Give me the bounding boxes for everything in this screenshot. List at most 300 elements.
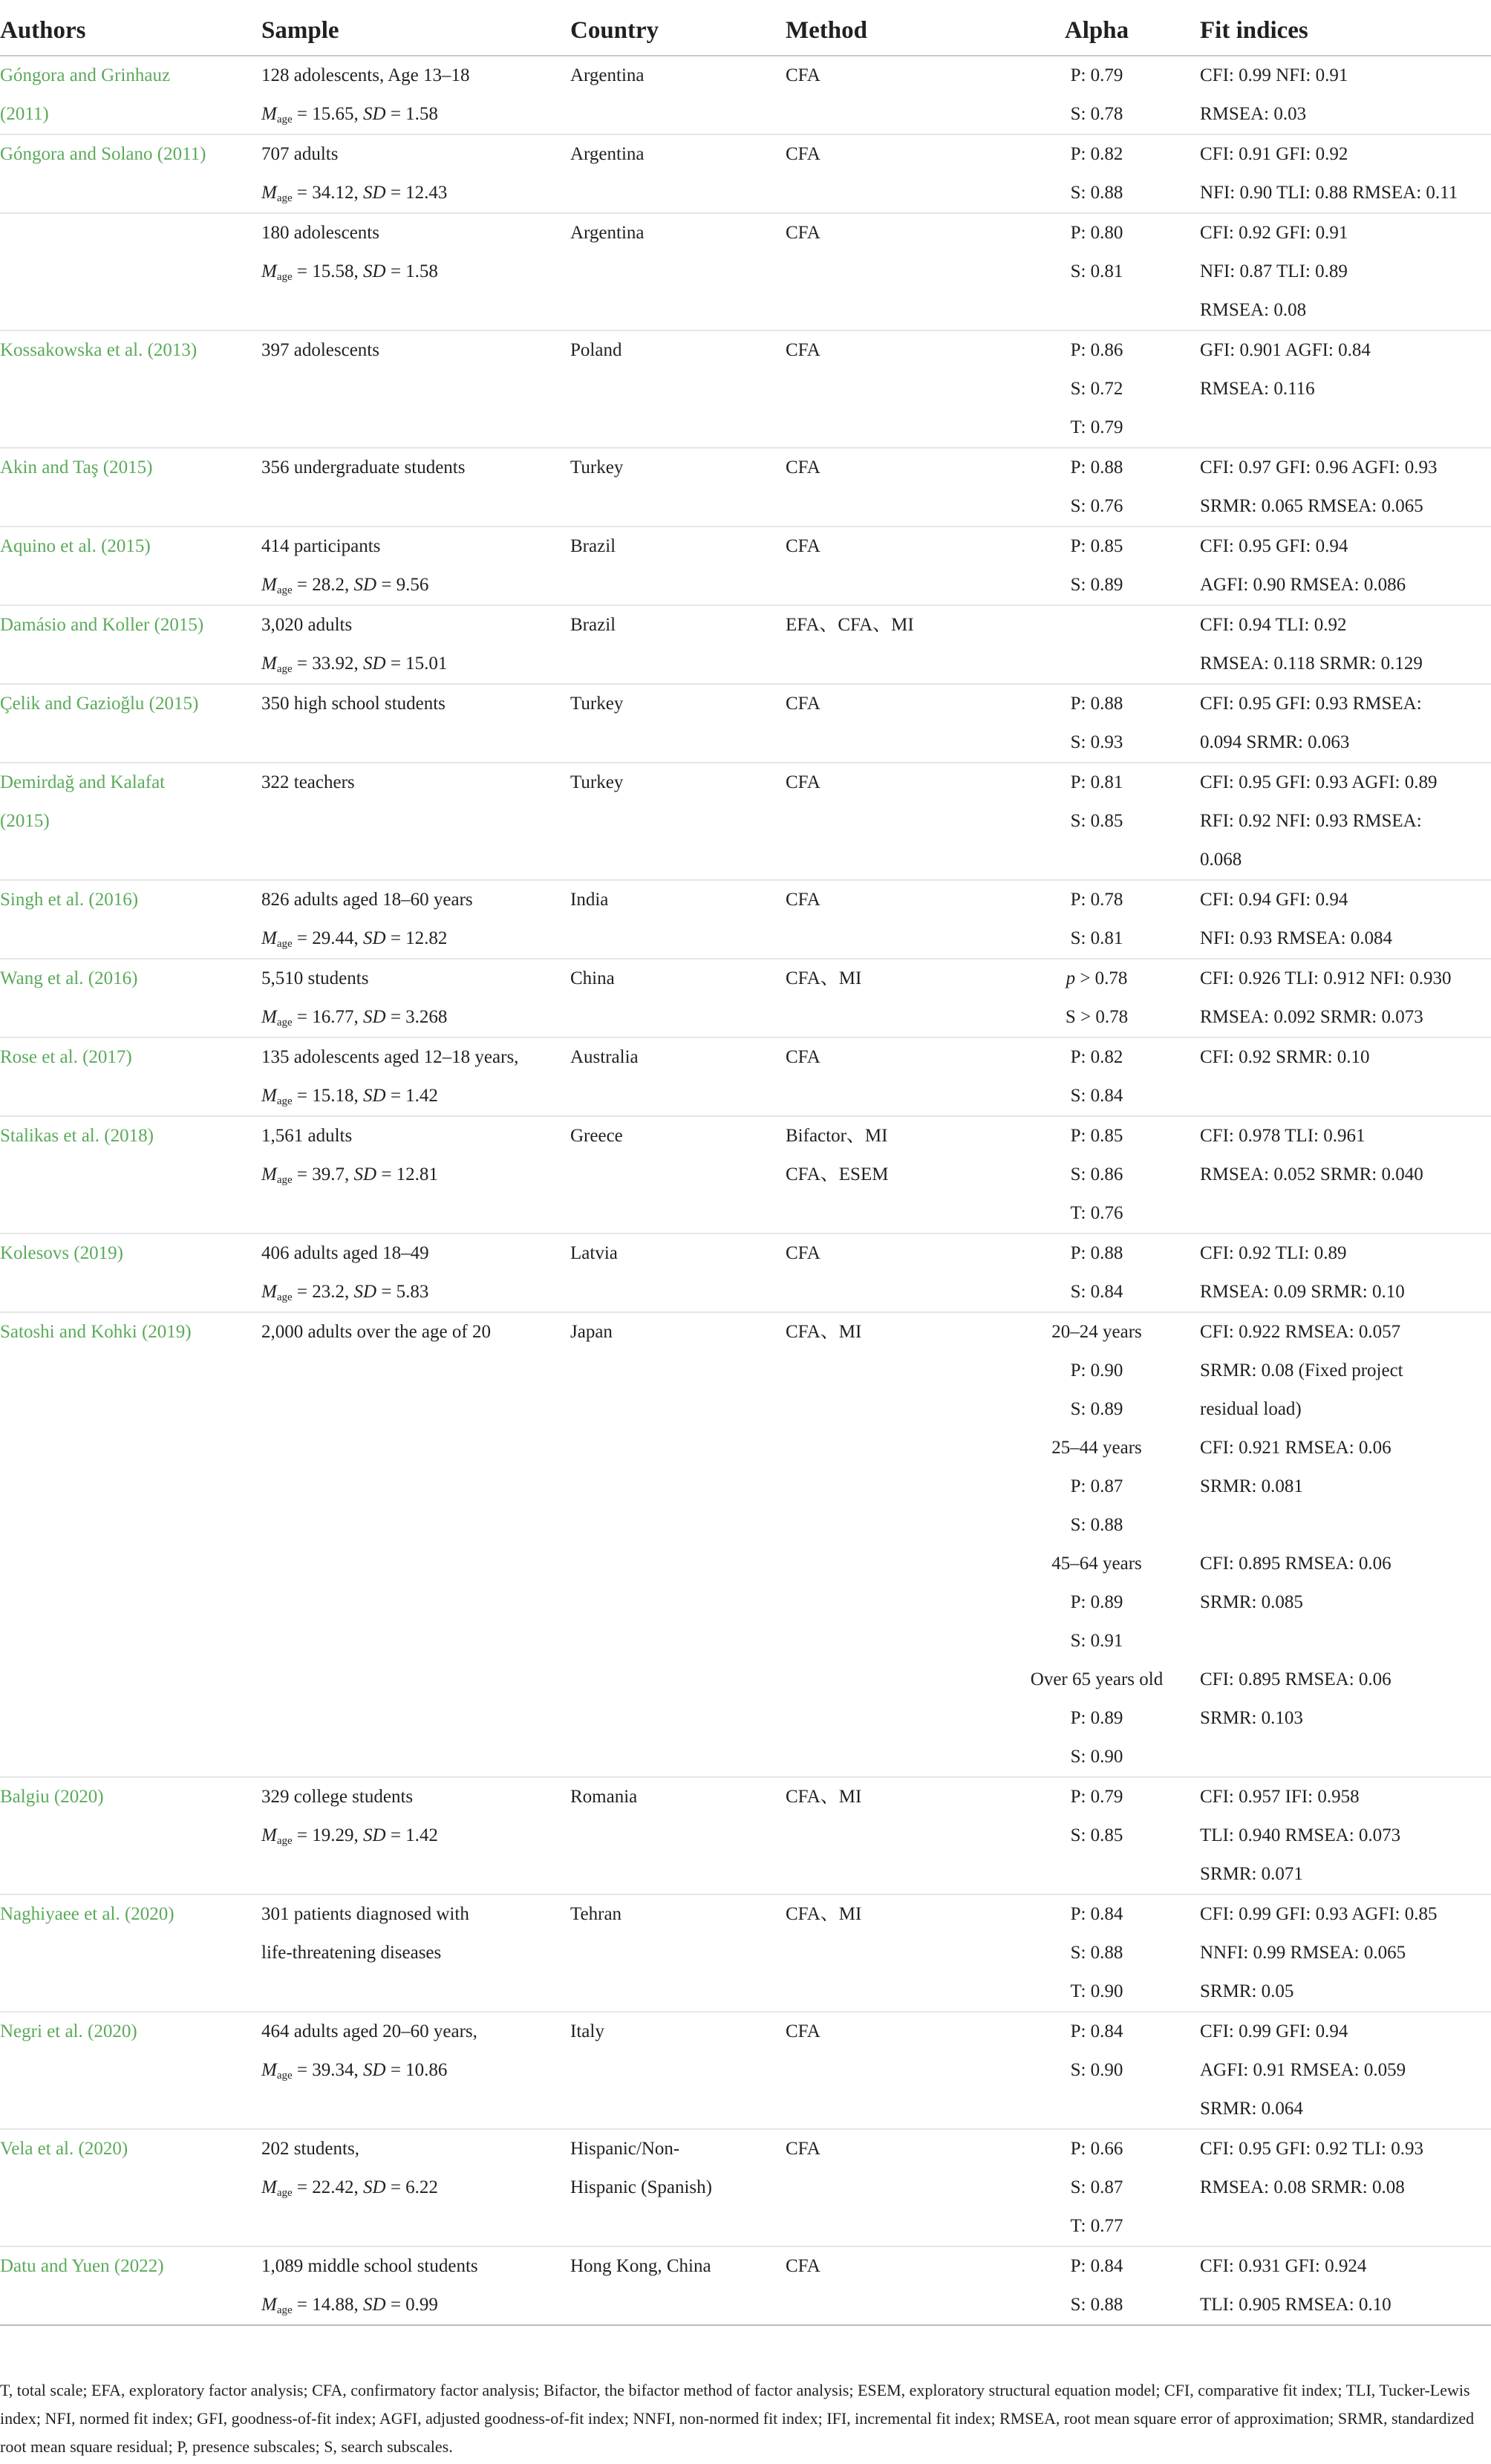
mean-age-subscript: age	[276, 1017, 293, 1029]
cell-line: SRMR: 0.05	[1200, 1981, 1294, 2001]
cell-line: Hispanic/Non-	[570, 2139, 680, 2159]
cell-line: Turkey	[570, 694, 624, 714]
cell-alpha	[994, 448, 1200, 527]
cell-alpha	[994, 605, 1200, 684]
mean-age-value: = 29.44,	[292, 928, 364, 948]
header-fit-indices: Fit indices	[1200, 6, 1491, 56]
mean-age-symbol: M	[261, 1086, 277, 1106]
cell-authors	[0, 448, 261, 527]
cell-line	[261, 1156, 570, 1194]
cell-line: P: 0.88	[1070, 1243, 1123, 1263]
cell-line: TLI: 0.905 RMSEA: 0.10	[1200, 2295, 1392, 2315]
cell-line: CFA	[786, 890, 820, 910]
cell-line: CFA	[786, 144, 820, 164]
cell-line	[261, 919, 570, 958]
cell-country	[570, 448, 786, 527]
cell-line: S: 0.89	[1070, 575, 1123, 595]
mean-age-subscript: age	[276, 1174, 293, 1186]
table-row	[0, 1894, 1491, 2012]
cell-line: 397 adolescents	[261, 340, 379, 360]
cell-alpha	[994, 1312, 1200, 1777]
cell-authors	[0, 1037, 261, 1116]
cell-country	[570, 527, 786, 605]
cell-line: T: 0.77	[1070, 2216, 1123, 2236]
cell-line: P: 0.82	[1070, 144, 1123, 164]
table-row	[0, 684, 1491, 763]
cell-line: Góngora and Grinhauz	[0, 65, 171, 85]
cell-line: 180 adolescents	[261, 223, 379, 243]
cell-sample	[261, 880, 570, 959]
cell-fit-indices	[1200, 880, 1491, 959]
header-authors: Authors	[0, 6, 261, 56]
cell-line: CFI: 0.895 RMSEA: 0.06	[1200, 1554, 1392, 1574]
cell-line: Brazil	[570, 536, 616, 556]
mean-age-symbol: M	[261, 2177, 277, 2197]
cell-line: CFA	[786, 2021, 820, 2041]
cell-method	[786, 1116, 994, 1233]
table-row	[0, 605, 1491, 684]
sd-value: = 12.82	[385, 928, 448, 948]
cell-line: S: 0.88	[1070, 1515, 1123, 1535]
cell-line: 5,510 students	[261, 968, 369, 988]
cell-line: Over 65 years old	[1030, 1669, 1164, 1689]
cell-line: S: 0.72	[1070, 379, 1123, 399]
table-row	[0, 763, 1491, 880]
cell-line: (2015)	[0, 811, 50, 831]
cell-fit-indices	[1200, 684, 1491, 763]
cell-method	[786, 213, 994, 330]
header-sample: Sample	[261, 6, 570, 56]
cell-authors	[0, 763, 261, 880]
cell-line: S: 0.85	[1070, 1825, 1123, 1845]
cell-line: EFA、CFA、MI	[786, 615, 914, 635]
cell-line: Góngora and Solano (2011)	[0, 144, 206, 164]
cell-alpha	[994, 2012, 1200, 2129]
cell-country	[570, 330, 786, 448]
cell-line: CFI: 0.99 GFI: 0.93 AGFI: 0.85	[1200, 1904, 1438, 1924]
cell-line: CFI: 0.99 NFI: 0.91	[1200, 65, 1348, 85]
cell-line: Wang et al. (2016)	[0, 968, 138, 988]
cell-country	[570, 880, 786, 959]
cell-line: Kossakowska et al. (2013)	[0, 340, 198, 360]
cell-sample	[261, 959, 570, 1037]
cell-alpha	[994, 1116, 1200, 1233]
sd-value: = 1.58	[385, 261, 438, 281]
cell-fit-indices	[1200, 2012, 1491, 2129]
cell-line: P: 0.90	[1070, 1360, 1123, 1381]
cell-method	[786, 1777, 994, 1894]
mean-age-value: = 39.7,	[292, 1164, 354, 1184]
mean-age-value: = 16.77,	[292, 1007, 364, 1027]
cell-line: GFI: 0.901 AGFI: 0.84	[1200, 340, 1371, 360]
cell-line: RMSEA: 0.03	[1200, 104, 1307, 124]
cell-country	[570, 1037, 786, 1116]
cell-line: SRMR: 0.064	[1200, 2099, 1303, 2119]
cell-country	[570, 2246, 786, 2325]
cell-method	[786, 1037, 994, 1116]
cell-line: 135 adolescents aged 12–18 years,	[261, 1047, 519, 1067]
cell-line: Datu and Yuen (2022)	[0, 2256, 164, 2276]
cell-line: 406 adults aged 18–49	[261, 1243, 429, 1263]
cell-fit-indices	[1200, 2129, 1491, 2246]
cell-sample	[261, 605, 570, 684]
cell-line: Hispanic (Spanish)	[570, 2177, 712, 2197]
sd-symbol: SD	[363, 654, 386, 674]
cell-line: S: 0.93	[1070, 732, 1123, 752]
mean-age-subscript: age	[276, 2187, 293, 2199]
cell-alpha	[994, 880, 1200, 959]
cell-line: Demirdağ and Kalafat	[0, 772, 166, 792]
cell-line: CFI: 0.91 GFI: 0.92	[1200, 144, 1348, 164]
sd-value: = 3.268	[385, 1007, 448, 1027]
cell-line	[261, 566, 570, 604]
sd-value: = 0.99	[385, 2295, 438, 2315]
cell-line: S: 0.87	[1070, 2177, 1123, 2197]
cell-line: 414 participants	[261, 536, 381, 556]
table-row	[0, 1233, 1491, 1312]
cell-line: P: 0.89	[1070, 1592, 1123, 1612]
cell-line: Negri et al. (2020)	[0, 2021, 137, 2041]
cell-line: 329 college students	[261, 1787, 414, 1807]
cell-country	[570, 2012, 786, 2129]
cell-line: CFI: 0.99 GFI: 0.94	[1200, 2021, 1348, 2041]
sd-symbol: SD	[353, 575, 377, 595]
sd-value: = 10.86	[385, 2060, 448, 2080]
cell-line: CFA、MI	[786, 1904, 862, 1924]
table-row	[0, 1037, 1491, 1116]
cell-line: T: 0.76	[1070, 1203, 1123, 1223]
cell-line: CFI: 0.92 GFI: 0.91	[1200, 223, 1348, 243]
cell-authors	[0, 959, 261, 1037]
mean-age-value: = 15.58,	[292, 261, 364, 281]
cell-line: Turkey	[570, 772, 624, 792]
table-row	[0, 1777, 1491, 1894]
cell-country	[570, 763, 786, 880]
cell-method	[786, 880, 994, 959]
cell-fit-indices	[1200, 605, 1491, 684]
cell-line: S: 0.81	[1070, 928, 1123, 948]
mean-age-symbol: M	[261, 1825, 277, 1845]
cell-sample	[261, 213, 570, 330]
cell-line: Romania	[570, 1787, 638, 1807]
cell-line: S: 0.91	[1070, 1631, 1123, 1651]
mean-age-subscript: age	[276, 1291, 293, 1303]
cell-fit-indices	[1200, 2246, 1491, 2325]
mean-age-symbol: M	[261, 2060, 277, 2080]
cell-line: P: 0.85	[1070, 536, 1123, 556]
cell-line: CFA、MI	[786, 1322, 862, 1342]
cell-line	[261, 998, 570, 1037]
cell-line: P: 0.84	[1070, 2256, 1123, 2276]
cell-fit-indices	[1200, 763, 1491, 880]
cell-line: 3,020 adults	[261, 615, 353, 635]
cell-line: CFI: 0.94 TLI: 0.92	[1200, 615, 1347, 635]
cell-line: SRMR: 0.065 RMSEA: 0.065	[1200, 496, 1423, 516]
sd-symbol: SD	[363, 183, 386, 203]
cell-line	[994, 959, 1200, 998]
cell-line: CFI: 0.97 GFI: 0.96 AGFI: 0.93	[1200, 457, 1438, 478]
cell-line: RMSEA: 0.09 SRMR: 0.10	[1200, 1282, 1405, 1302]
cell-line: Japan	[570, 1322, 613, 1342]
cell-sample	[261, 2246, 570, 2325]
cell-alpha	[994, 763, 1200, 880]
cell-line: CFA、MI	[786, 1787, 862, 1807]
cell-line: 20–24 years	[1051, 1322, 1142, 1342]
cell-line: S: 0.89	[1070, 1399, 1123, 1419]
cell-line: CFA	[786, 65, 820, 85]
cell-line: Rose et al. (2017)	[0, 1047, 132, 1067]
mean-age-symbol: M	[261, 1164, 277, 1184]
cell-line: CFI: 0.95 GFI: 0.94	[1200, 536, 1348, 556]
cell-sample	[261, 1777, 570, 1894]
cell-line: SRMR: 0.08 (Fixed project	[1200, 1360, 1403, 1381]
cell-line: AGFI: 0.91 RMSEA: 0.059	[1200, 2060, 1406, 2080]
cell-fit-indices	[1200, 1777, 1491, 1894]
cell-authors	[0, 1116, 261, 1233]
cell-sample	[261, 134, 570, 213]
cell-line: CFA	[786, 2139, 820, 2159]
cell-line: residual load)	[1200, 1399, 1302, 1419]
cell-line: 0.094 SRMR: 0.063	[1200, 732, 1350, 752]
mean-age-subscript: age	[276, 2070, 293, 2082]
cell-authors	[0, 1233, 261, 1312]
cell-fit-indices	[1200, 1116, 1491, 1233]
cell-line: CFI: 0.95 GFI: 0.93 RMSEA:	[1200, 694, 1422, 714]
cell-line: CFI: 0.921 RMSEA: 0.06	[1200, 1438, 1392, 1458]
mean-age-symbol: M	[261, 1007, 277, 1027]
cell-line: China	[570, 968, 615, 988]
cell-line: Stalikas et al. (2018)	[0, 1126, 154, 1146]
cell-line	[261, 1816, 570, 1855]
cell-method	[786, 134, 994, 213]
cell-authors	[0, 880, 261, 959]
mean-age-value: = 19.29,	[292, 1825, 364, 1845]
cell-alpha	[994, 527, 1200, 605]
cell-line: CFA	[786, 457, 820, 478]
cell-authors	[0, 1777, 261, 1894]
cell-method	[786, 448, 994, 527]
cell-authors	[0, 2246, 261, 2325]
mean-age-subscript: age	[276, 2304, 293, 2316]
p-symbol: p	[1066, 968, 1076, 988]
cell-line: Çelik and Gazioğlu (2015)	[0, 694, 199, 714]
cell-line: S: 0.84	[1070, 1086, 1123, 1106]
mean-age-subscript: age	[276, 192, 293, 204]
cell-line: S: 0.78	[1070, 104, 1123, 124]
cell-authors	[0, 2012, 261, 2129]
cell-line: CFA、ESEM	[786, 1164, 889, 1184]
cell-line: CFI: 0.94 GFI: 0.94	[1200, 890, 1348, 910]
cell-line: Australia	[570, 1047, 639, 1067]
cell-method	[786, 684, 994, 763]
sd-value: = 6.22	[385, 2177, 438, 2197]
cell-line: Satoshi and Kohki (2019)	[0, 1322, 192, 1342]
cell-line: (2011)	[0, 104, 49, 124]
sd-symbol: SD	[363, 2177, 386, 2197]
mean-age-symbol: M	[261, 654, 277, 674]
cell-line	[261, 2051, 570, 2090]
cell-line: CFI: 0.92 SRMR: 0.10	[1200, 1047, 1370, 1067]
cell-authors	[0, 2129, 261, 2246]
cell-line: Argentina	[570, 65, 645, 85]
cell-line: Naghiyaee et al. (2020)	[0, 1904, 174, 1924]
cell-line: S: 0.86	[1070, 1164, 1123, 1184]
mean-age-subscript: age	[276, 271, 293, 283]
mean-age-value: = 14.88,	[292, 2295, 364, 2315]
data-table	[0, 6, 1491, 2326]
cell-method	[786, 527, 994, 605]
table-row	[0, 527, 1491, 605]
cell-line: 0.068	[1200, 850, 1242, 870]
cell-line: P: 0.82	[1070, 1047, 1123, 1067]
cell-sample	[261, 527, 570, 605]
mean-age-value: = 39.34,	[292, 2060, 364, 2080]
cell-fit-indices	[1200, 527, 1491, 605]
cell-line: P: 0.87	[1070, 1476, 1123, 1496]
cell-authors	[0, 213, 261, 330]
table-row	[0, 959, 1491, 1037]
mean-age-value: = 33.92,	[292, 654, 364, 674]
table-body	[0, 56, 1491, 2325]
header-country: Country	[570, 6, 786, 56]
cell-line: Brazil	[570, 615, 616, 635]
cell-line	[261, 2286, 570, 2324]
sd-value: = 9.56	[376, 575, 429, 595]
cell-line: SRMR: 0.071	[1200, 1864, 1303, 1884]
sd-value: = 1.42	[385, 1825, 438, 1845]
cell-method	[786, 1312, 994, 1777]
cell-country	[570, 213, 786, 330]
cell-country	[570, 2129, 786, 2246]
cell-line: Balgiu (2020)	[0, 1787, 104, 1807]
cell-line: CFA	[786, 1243, 820, 1263]
cell-line: Tehran	[570, 1904, 622, 1924]
cell-line: RMSEA: 0.092 SRMR: 0.073	[1200, 1007, 1423, 1027]
cell-line: P: 0.81	[1070, 772, 1123, 792]
cell-line: Hong Kong, China	[570, 2256, 711, 2276]
cell-sample	[261, 1894, 570, 2012]
cell-line: P: 0.84	[1070, 2021, 1123, 2041]
table-header	[0, 6, 1491, 56]
cell-line: 826 adults aged 18–60 years	[261, 890, 473, 910]
cell-authors	[0, 684, 261, 763]
cell-line: Latvia	[570, 1243, 618, 1263]
mean-age-value: = 15.65,	[292, 104, 364, 124]
table-row	[0, 2246, 1491, 2325]
cell-alpha	[994, 1777, 1200, 1894]
sd-symbol: SD	[353, 1164, 377, 1184]
cell-line: CFI: 0.895 RMSEA: 0.06	[1200, 1669, 1392, 1689]
cell-country	[570, 56, 786, 134]
table-footnote: T, total scale; EFA, exploratory factor analysis; CFA, confirmatory factor analysis; Bifactor, the bifactor method of factor analysis; ESEM, exploratory structural equation model; CFI, comparative fit index; TLI, Tucker-Lewis index; NFI, normed fit index; GFI, goodness-of-fit index; AGFI, adjusted goodness-of-fit index; NNFI, non-normed fit index; IFI, incremental fit index; RMSEA, root mean square error of approximation; SRMR, standardized root mean square residual; P, presence subscales; S, search subscales.	[0, 2381, 1475, 2456]
cell-method	[786, 763, 994, 880]
cell-method	[786, 1894, 994, 2012]
cell-line: 45–64 years	[1051, 1554, 1142, 1574]
cell-fit-indices	[1200, 448, 1491, 527]
cell-sample	[261, 1116, 570, 1233]
cell-line: S: 0.85	[1070, 811, 1123, 831]
cell-line: CFA	[786, 223, 820, 243]
cell-line: RMSEA: 0.118 SRMR: 0.129	[1200, 654, 1423, 674]
cell-line: 322 teachers	[261, 772, 355, 792]
sd-value: = 5.83	[376, 1282, 429, 1302]
cell-line: Akin and Taş (2015)	[0, 457, 153, 478]
cell-line: NFI: 0.87 TLI: 0.89	[1200, 261, 1348, 281]
cell-fit-indices	[1200, 56, 1491, 134]
cell-line: RMSEA: 0.116	[1200, 379, 1315, 399]
cell-line: NNFI: 0.99 RMSEA: 0.065	[1200, 1943, 1406, 1963]
table-row	[0, 213, 1491, 330]
cell-authors	[0, 605, 261, 684]
sd-symbol: SD	[363, 928, 386, 948]
cell-line: CFA	[786, 536, 820, 556]
cell-line: CFA	[786, 340, 820, 360]
cell-line: S: 0.90	[1070, 2060, 1123, 2080]
cell-method	[786, 56, 994, 134]
table-row	[0, 2129, 1491, 2246]
cell-country	[570, 605, 786, 684]
cell-line: SRMR: 0.081	[1200, 1476, 1303, 1496]
cell-fit-indices	[1200, 213, 1491, 330]
cell-fit-indices	[1200, 1233, 1491, 1312]
mean-age-symbol: M	[261, 2295, 277, 2315]
cell-method	[786, 330, 994, 448]
cell-line: NFI: 0.90 TLI: 0.88 RMSEA: 0.11	[1200, 183, 1458, 203]
cell-line: Argentina	[570, 223, 645, 243]
cell-line: Greece	[570, 1126, 623, 1146]
p-value: > 0.78	[1075, 968, 1128, 988]
cell-sample	[261, 330, 570, 448]
mean-age-subscript: age	[276, 1835, 293, 1847]
table-row	[0, 2012, 1491, 2129]
header-method: Method	[786, 6, 994, 56]
cell-line	[261, 174, 570, 212]
cell-line: RMSEA: 0.052 SRMR: 0.040	[1200, 1164, 1423, 1184]
cell-line: P: 0.84	[1070, 1904, 1123, 1924]
header-alpha: Alpha	[994, 6, 1200, 56]
cell-line: 1,089 middle school students	[261, 2256, 478, 2276]
cell-authors	[0, 56, 261, 134]
cell-line: AGFI: 0.90 RMSEA: 0.086	[1200, 575, 1406, 595]
cell-line: S: 0.81	[1070, 261, 1123, 281]
cell-sample	[261, 56, 570, 134]
cell-alpha	[994, 684, 1200, 763]
cell-line: P: 0.79	[1070, 65, 1123, 85]
cell-line: CFI: 0.931 GFI: 0.924	[1200, 2256, 1367, 2276]
cell-line: India	[570, 890, 609, 910]
cell-line: 464 adults aged 20–60 years,	[261, 2021, 477, 2041]
mean-age-subscript: age	[276, 1095, 293, 1107]
cell-line: CFI: 0.978 TLI: 0.961	[1200, 1126, 1366, 1146]
sd-value: = 1.58	[385, 104, 438, 124]
cell-line: P: 0.85	[1070, 1126, 1123, 1146]
cell-country	[570, 1116, 786, 1233]
table-row	[0, 880, 1491, 959]
cell-line: P: 0.80	[1070, 223, 1123, 243]
sd-symbol: SD	[363, 1007, 386, 1027]
cell-country	[570, 959, 786, 1037]
mean-age-value: = 15.18,	[292, 1086, 364, 1106]
table-row	[0, 330, 1491, 448]
mean-age-symbol: M	[261, 928, 277, 948]
cell-country	[570, 1233, 786, 1312]
cell-authors	[0, 134, 261, 213]
sd-symbol: SD	[363, 1825, 386, 1845]
mean-age-symbol: M	[261, 104, 277, 124]
cell-line: CFI: 0.922 RMSEA: 0.057	[1200, 1322, 1401, 1342]
cell-line: Vela et al. (2020)	[0, 2139, 128, 2159]
sd-value: = 12.81	[376, 1164, 438, 1184]
